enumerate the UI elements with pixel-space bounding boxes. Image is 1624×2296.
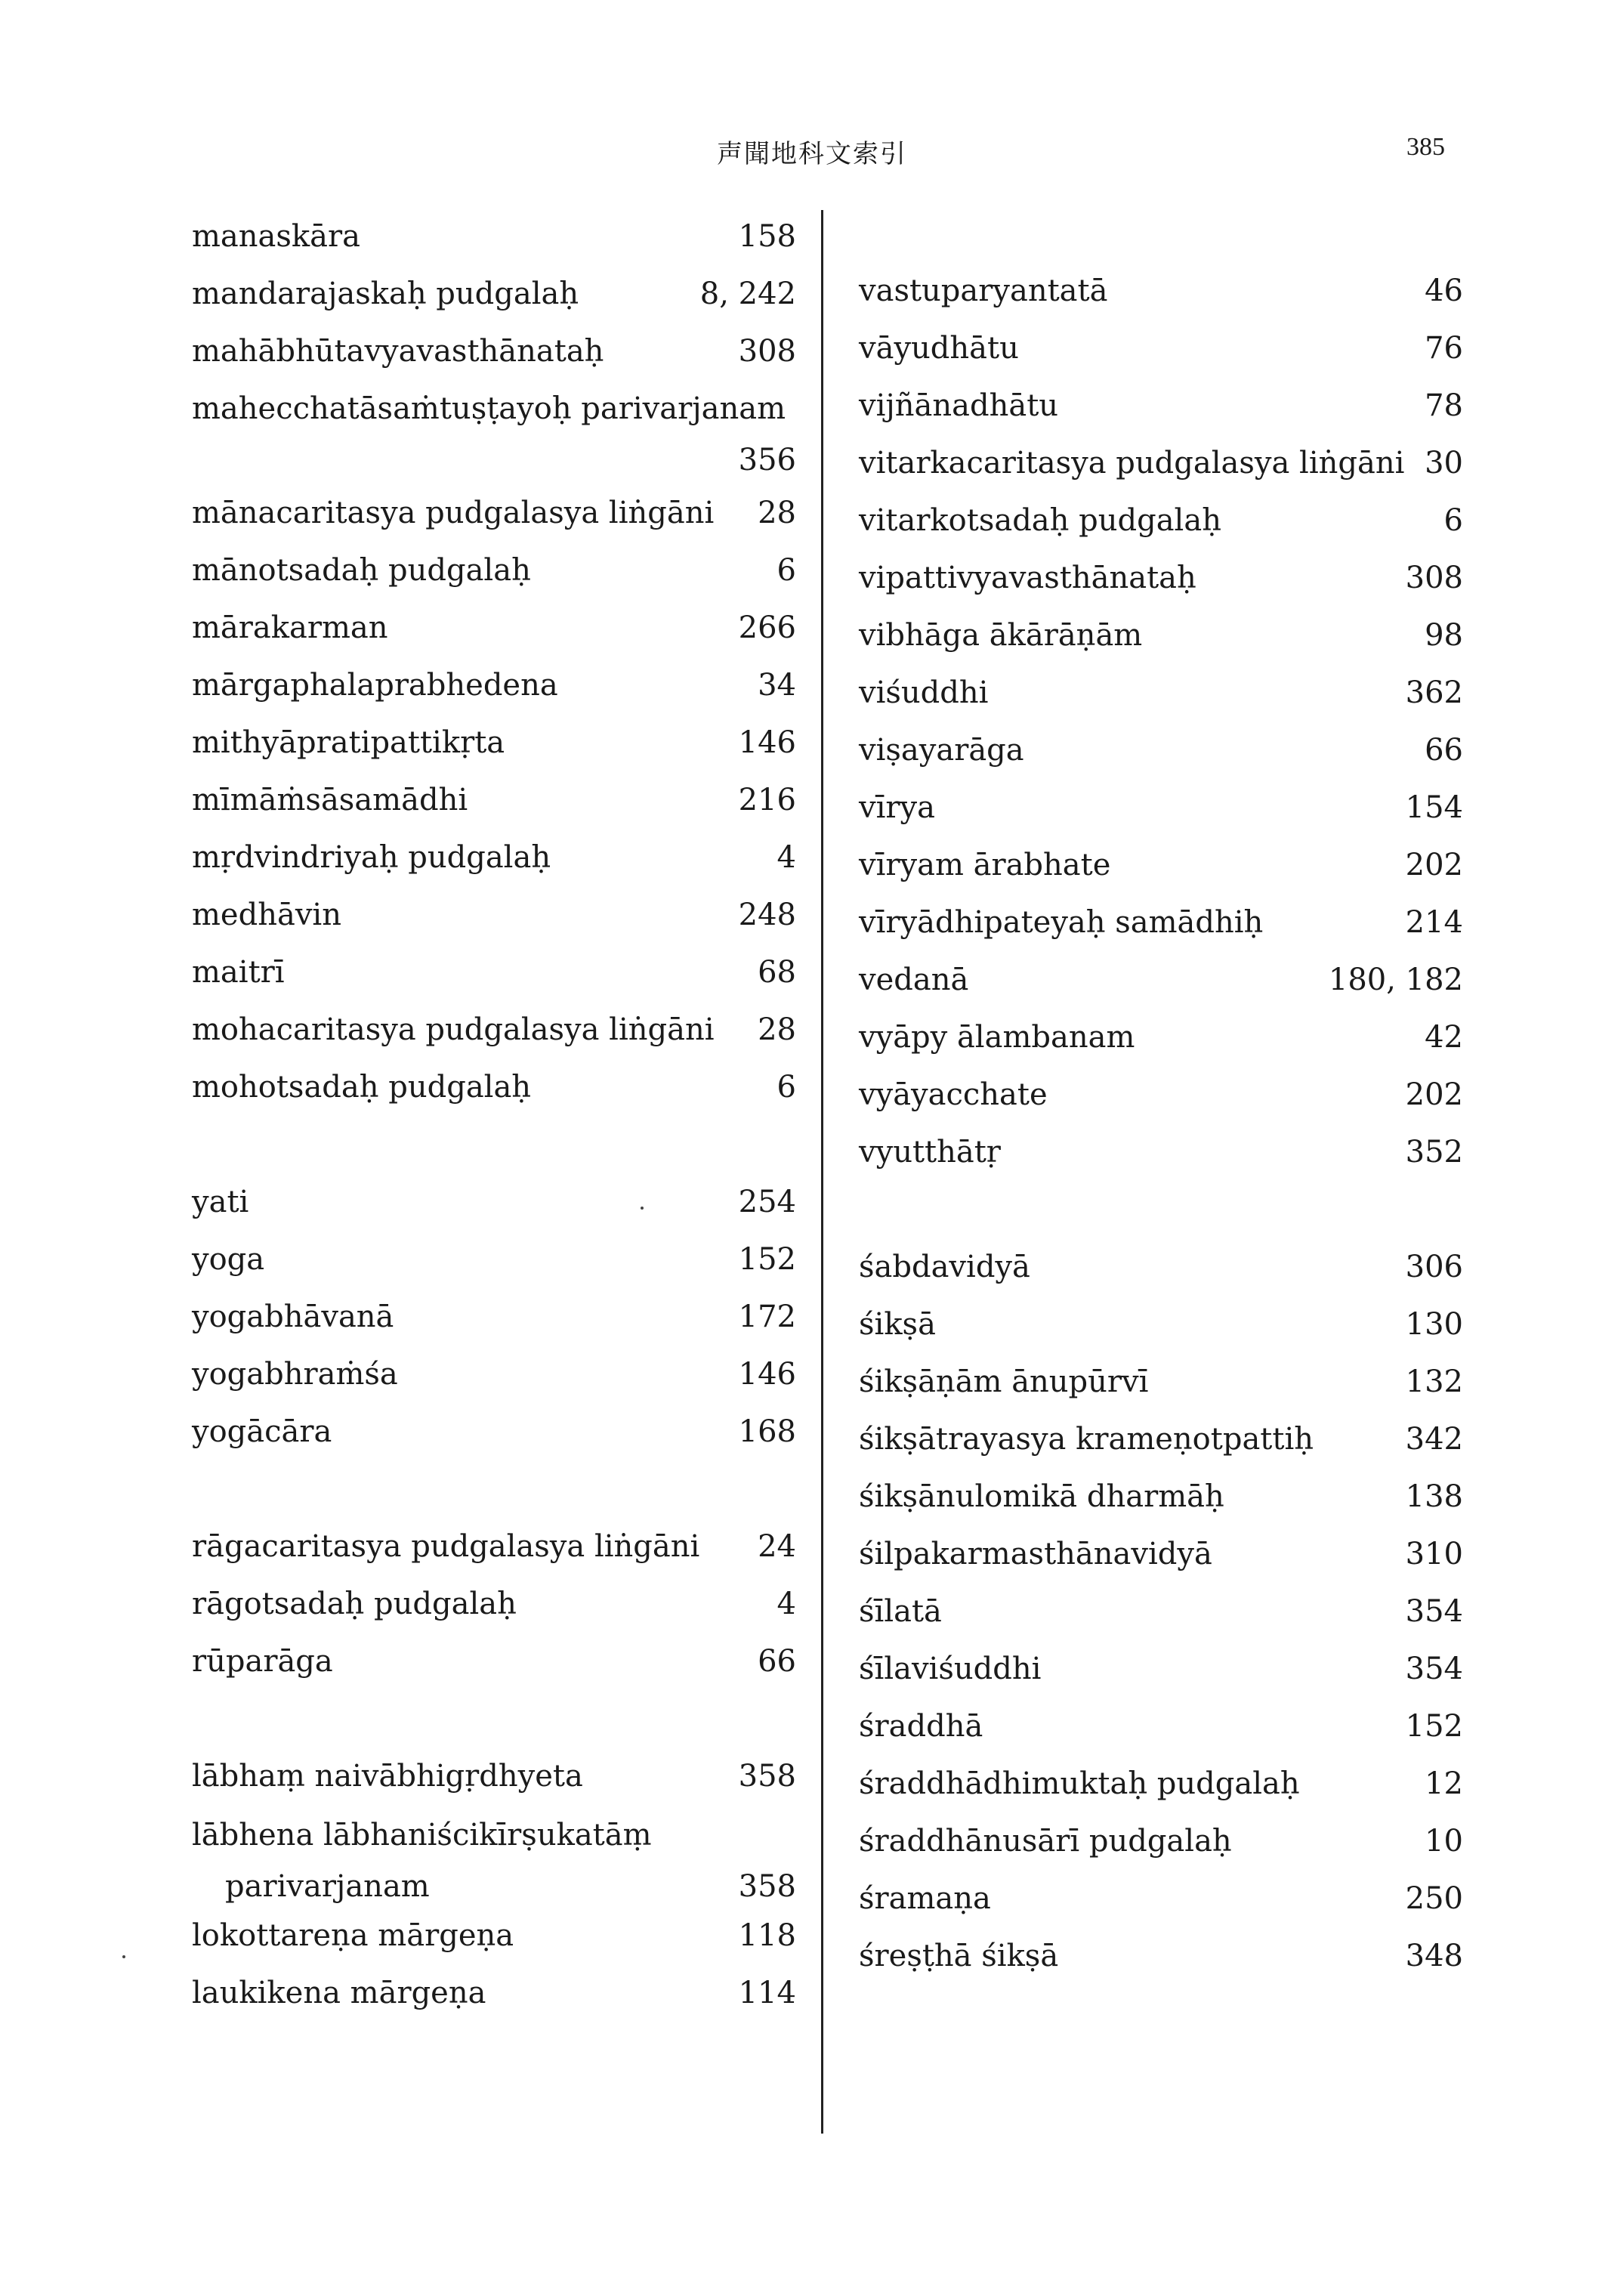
column-divider [821,210,823,2134]
index-page-ref: 358 [738,1759,796,1794]
index-entry [192,1750,796,1803]
index-term-continuation: parivarjanam [225,1869,430,1904]
index-page-ref: 146 [738,1357,796,1392]
index-entry [859,724,1463,777]
index-term: yogabhāvanā [192,1299,394,1334]
index-page-ref: 354 [1405,1594,1463,1629]
index-page-ref: 342 [1405,1422,1463,1457]
index-entry [192,1233,796,1286]
index-page-ref: 10 [1425,1824,1463,1859]
index-entry [859,1930,1463,1982]
index-page-ref: 266 [738,610,796,645]
index-entry [859,953,1463,1006]
scan-speck [122,1955,125,1958]
index-entry [859,666,1463,719]
index-term: lokottareṇa mārgeṇa [192,1918,514,1953]
index-entry [859,1528,1463,1581]
index-page-ref: 4 [776,1587,796,1621]
index-term: rūparāga [192,1644,333,1679]
index-page-ref: 28 [758,496,796,530]
index-term: mandarajaskaḥ pudgalaḥ [192,277,579,311]
index-page-ref: 308 [738,334,796,369]
index-page-ref: 146 [738,725,796,760]
index-term: manaskāra [192,219,360,254]
index-page-ref: 214 [1405,905,1463,940]
index-entry [859,1355,1463,1408]
index-page-ref: 76 [1425,331,1463,366]
index-page-ref: 168 [738,1414,796,1449]
index-page-ref: 308 [1405,561,1463,595]
index-entry [859,839,1463,892]
index-page-ref: 202 [1405,848,1463,882]
index-entry [192,831,796,884]
index-page-ref: 68 [758,955,796,990]
index-entry [192,210,796,263]
index-term: mṛdvindriyaḥ pudgalaḥ [192,840,551,875]
index-entry [192,487,796,539]
index-page-ref: 78 [1425,388,1463,423]
index-entry [859,379,1463,432]
index-entry [859,1872,1463,1925]
index-term: mahecchatāsaṁtuṣṭayoḥ parivarjanam [192,391,786,426]
index-entry [859,494,1463,547]
index-term: viṣayarāga [859,733,1024,768]
index-term: vyutthātṛ [859,1135,1001,1170]
index-entry [192,888,796,941]
index-term: mithyāpratipattikṛta [192,725,505,760]
index-term: mīmāṁsāsamādhi [192,783,468,817]
index-entry [192,659,796,712]
index-page-ref: 172 [738,1299,796,1334]
index-term: vibhāga ākārāṇām [859,618,1143,653]
index-entry [859,781,1463,834]
index-entry [192,1405,796,1458]
index-page-ref: 24 [758,1529,796,1564]
index-entry [859,1700,1463,1753]
index-term: vīryādhipateyaḥ samādhiḥ [859,905,1264,940]
index-term: yogabhraṁśa [192,1357,398,1392]
index-entry [192,1578,796,1630]
index-entry [192,601,796,654]
index-page-ref: 42 [1425,1020,1463,1055]
index-term: viśuddhi [859,675,989,710]
index-page-ref: 46 [1425,273,1463,308]
index-page-ref: 66 [758,1644,796,1679]
index-entry [192,1520,796,1573]
index-page-ref: 138 [1405,1479,1463,1514]
scan-speck [641,1207,644,1210]
index-page-ref: 358 [738,1869,796,1904]
index-page-ref: 250 [1405,1881,1463,1916]
index-entry [192,1176,796,1228]
index-term: vitarkacaritasya pudgalasya liṅgāni [859,446,1405,481]
index-entry [192,1348,796,1401]
index-term: śraddhādhimuktaḥ pudgalaḥ [859,1766,1300,1801]
index-entry [192,1809,796,1914]
running-header-title: 声聞地科文索引 [717,139,907,169]
index-term: vyāyacchate [859,1077,1048,1112]
index-term: yogācāra [192,1414,332,1449]
index-entry [192,1635,796,1688]
index-term: vedanā [859,963,969,997]
index-term: rāgacaritasya pudgalasya liṅgāni [192,1529,700,1564]
index-page-ref: 12 [1425,1766,1463,1801]
index-term: śilpakarmasthānavidyā [859,1537,1212,1571]
page-number: 385 [1406,133,1445,161]
index-term: maitrī [192,955,285,990]
index-page-ref: 310 [1405,1537,1463,1571]
index-term: śabdavidyā [859,1250,1030,1284]
index-term: vīryam ārabhate [859,848,1111,882]
index-term: mānotsadaḥ pudgalaḥ [192,553,531,588]
index-entry [859,896,1463,949]
index-entry [192,946,796,999]
index-entry [192,325,796,378]
index-entry [192,267,796,320]
index-entry [859,552,1463,604]
index-term: śraddhānusārī pudgalaḥ [859,1824,1232,1859]
index-entry [192,716,796,769]
index-term: mohacaritasya pudgalasya liṅgāni [192,1012,715,1047]
index-page-ref: 118 [738,1918,796,1953]
index-page-ref: 4 [776,840,796,875]
index-page-ref: 202 [1405,1077,1463,1112]
index-term: yoga [192,1242,265,1277]
index-entry [859,609,1463,662]
index-term: vastuparyantatā [859,273,1108,308]
index-term: śikṣāṇām ānupūrvī [859,1364,1149,1399]
index-page-ref: 362 [1405,675,1463,710]
index-page-ref: 6 [1443,503,1463,538]
index-term: śikṣā [859,1307,936,1342]
index-entry [859,1470,1463,1523]
index-term: śikṣānulomikā dharmāḥ [859,1479,1224,1514]
index-term: śīlaviśuddhi [859,1652,1042,1686]
index-entry [859,1815,1463,1868]
index-term: yati [192,1185,249,1219]
index-page-ref: 152 [1405,1709,1463,1744]
index-page-ref: 8, 242 [699,277,796,311]
index-page-ref: 254 [738,1185,796,1219]
index-term: vāyudhātu [859,331,1019,366]
index-entry [859,1298,1463,1351]
index-page-ref: 152 [738,1242,796,1277]
index-page-ref: 6 [776,1070,796,1105]
index-entry [859,1585,1463,1638]
index-entry [859,437,1463,490]
index-page-ref: 306 [1405,1250,1463,1284]
index-page-ref: 130 [1405,1307,1463,1342]
index-entry [859,1642,1463,1695]
index-term: vyāpy ālambanam [859,1020,1135,1055]
index-entry [859,264,1463,317]
index-page-ref: 352 [1405,1135,1463,1170]
index-page-ref: 354 [1405,1652,1463,1686]
index-term: lābhaṃ naivābhigṛdhyeta [192,1759,583,1794]
index-term: śramaṇa [859,1881,991,1916]
index-term: śikṣātrayasya krameṇotpattiḥ [859,1422,1314,1457]
index-page-ref: 180, 182 [1328,963,1463,997]
index-page-ref: 34 [758,668,796,703]
index-entry [192,1909,796,1962]
index-term: medhāvin [192,898,341,932]
index-term: rāgotsadaḥ pudgalaḥ [192,1587,517,1621]
index-entry [859,1757,1463,1810]
index-term: śraddhā [859,1709,983,1744]
index-term: vipattivyavasthānataḥ [859,561,1196,595]
index-page-ref: 28 [758,1012,796,1047]
index-entry [859,322,1463,375]
index-term: mārakarman [192,610,388,645]
index-page-ref: 114 [738,1976,796,2010]
index-term: lābhena lābhaniścikīrṣukatāṃ [192,1818,652,1853]
index-term: vitarkotsadaḥ pudgalaḥ [859,503,1221,538]
index-page-ref: 216 [738,783,796,817]
index-term: laukikena mārgeṇa [192,1976,486,2010]
index-page-ref: 158 [738,219,796,254]
index-term: śīlatā [859,1594,942,1629]
index-page-ref: 356 [738,443,796,477]
index-entry [192,774,796,827]
index-page-ref: 98 [1425,618,1463,653]
index-page-ref: 6 [776,553,796,588]
index-page-ref: 30 [1425,446,1463,481]
index-entry [859,1011,1463,1064]
index-page-ref: 348 [1405,1939,1463,1973]
index-entry [192,1003,796,1056]
index-term: mārgaphalaprabhedena [192,668,558,703]
index-page-ref: 66 [1425,733,1463,768]
index-entry [192,1061,796,1114]
index-entry [859,1126,1463,1179]
index-term: mahābhūtavyavasthānataḥ [192,334,604,369]
index-entry [859,1413,1463,1466]
index-entry [859,1241,1463,1293]
index-entry [859,1068,1463,1121]
index-entry [192,1290,796,1343]
index-term: vīrya [859,790,935,825]
index-page-ref: 248 [738,898,796,932]
index-page-ref: 154 [1405,790,1463,825]
index-entry [192,1967,796,2019]
index-term: mānacaritasya pudgalasya liṅgāni [192,496,715,530]
index-term: śreṣṭhā śikṣā [859,1939,1059,1973]
index-entry [192,382,796,477]
index-page-ref: 132 [1405,1364,1463,1399]
index-term: vijñānadhātu [859,388,1059,423]
index-term: mohotsadaḥ pudgalaḥ [192,1070,532,1105]
index-entry [192,544,796,597]
